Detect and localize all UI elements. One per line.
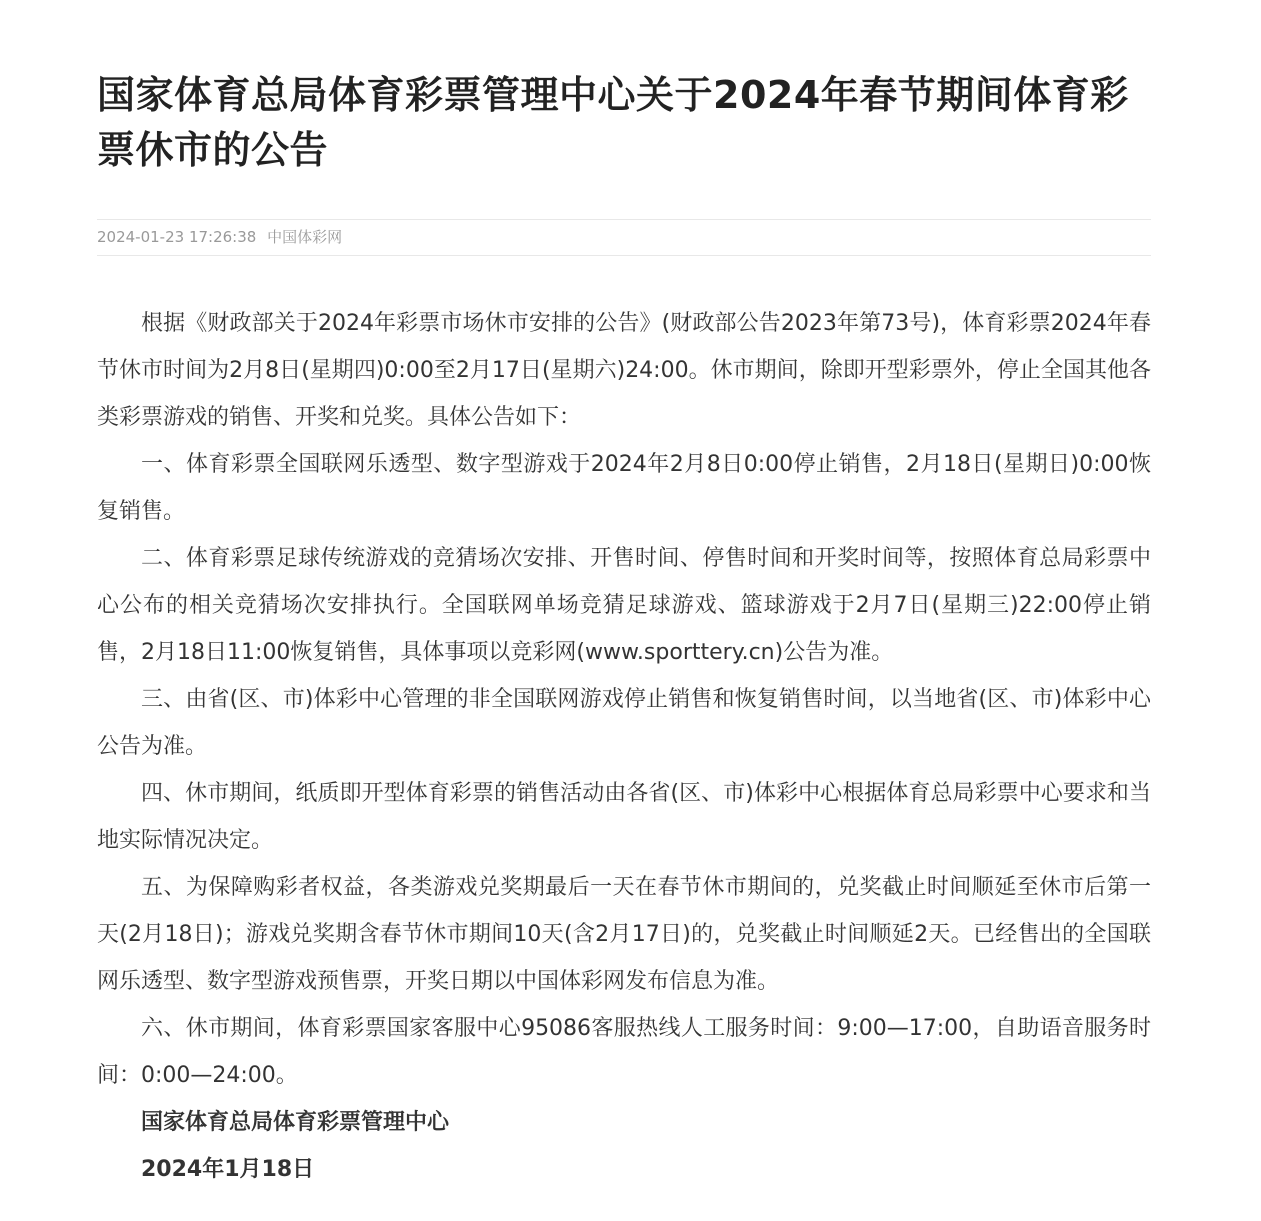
paragraph-intro: 根据《财政部关于2024年彩票市场休市安排的公告》(财政部公告2023年第73号)，体育彩票2024年春节休市时间为2月8日(星期四)0:00至2月17日(星期六)24:00。休市期间，除即开型彩票外，停止全国其他各类彩票游戏的销售、开奖和兑奖。具体公告如下： (97, 311, 1151, 430)
signature-date: 2024年1月18日 (141, 1157, 315, 1182)
paragraph-item-4: 四、休市期间，纸质即开型体育彩票的销售活动由各省(区、市)体彩中心根据体育总局彩票中心要求和当地实际情况决定。 (97, 781, 1151, 853)
paragraph-item-1: 一、体育彩票全国联网乐透型、数字型游戏于2024年2月8日0:00停止销售，2月18日(星期日)0:00恢复销售。 (97, 452, 1151, 524)
paragraph-item-6: 六、休市期间，体育彩票国家客服中心95086客服热线人工服务时间：9:00—17:00，自助语音服务时间：0:00—24:00。 (97, 1016, 1151, 1088)
paragraph-item-2: 二、体育彩票足球传统游戏的竞猜场次安排、开售时间、停售时间和开奖时间等，按照体育总局彩票中心公布的相关竞猜场次安排执行。全国联网单场竞猜足球游戏、篮球游戏于2月7日(星期三)22:00停止销售，2月18日11:00恢复销售，具体事项以竞彩网(www.sporttery.cn)公告为准。 (97, 546, 1151, 665)
article-meta (97, 219, 1151, 256)
publish-datetime: 2024-01-23 17:26:38 (97, 228, 257, 246)
page-title: 国家体育总局体育彩票管理中心关于2024年春节期间体育彩票休市的公告 (97, 73, 1129, 172)
article (97, 68, 1151, 1193)
source-label: 中国体彩网 (267, 228, 343, 246)
paragraph-item-5: 五、为保障购彩者权益，各类游戏兑奖期最后一天在春节休市期间的，兑奖截止时间顺延至休市后第一天(2月18日)；游戏兑奖期含春节休市期间10天(含2月17日)的，兑奖截止时间顺延2天。已经售出的全国联网乐透型、数字型游戏预售票，开奖日期以中国体彩网发布信息为准。 (97, 875, 1151, 994)
signature-organization: 国家体育总局体育彩票管理中心 (141, 1110, 450, 1135)
paragraph-item-3: 三、由省(区、市)体彩中心管理的非全国联网游戏停止销售和恢复销售时间，以当地省(区、市)体彩中心公告为准。 (97, 687, 1151, 759)
article-body (97, 300, 1151, 1193)
